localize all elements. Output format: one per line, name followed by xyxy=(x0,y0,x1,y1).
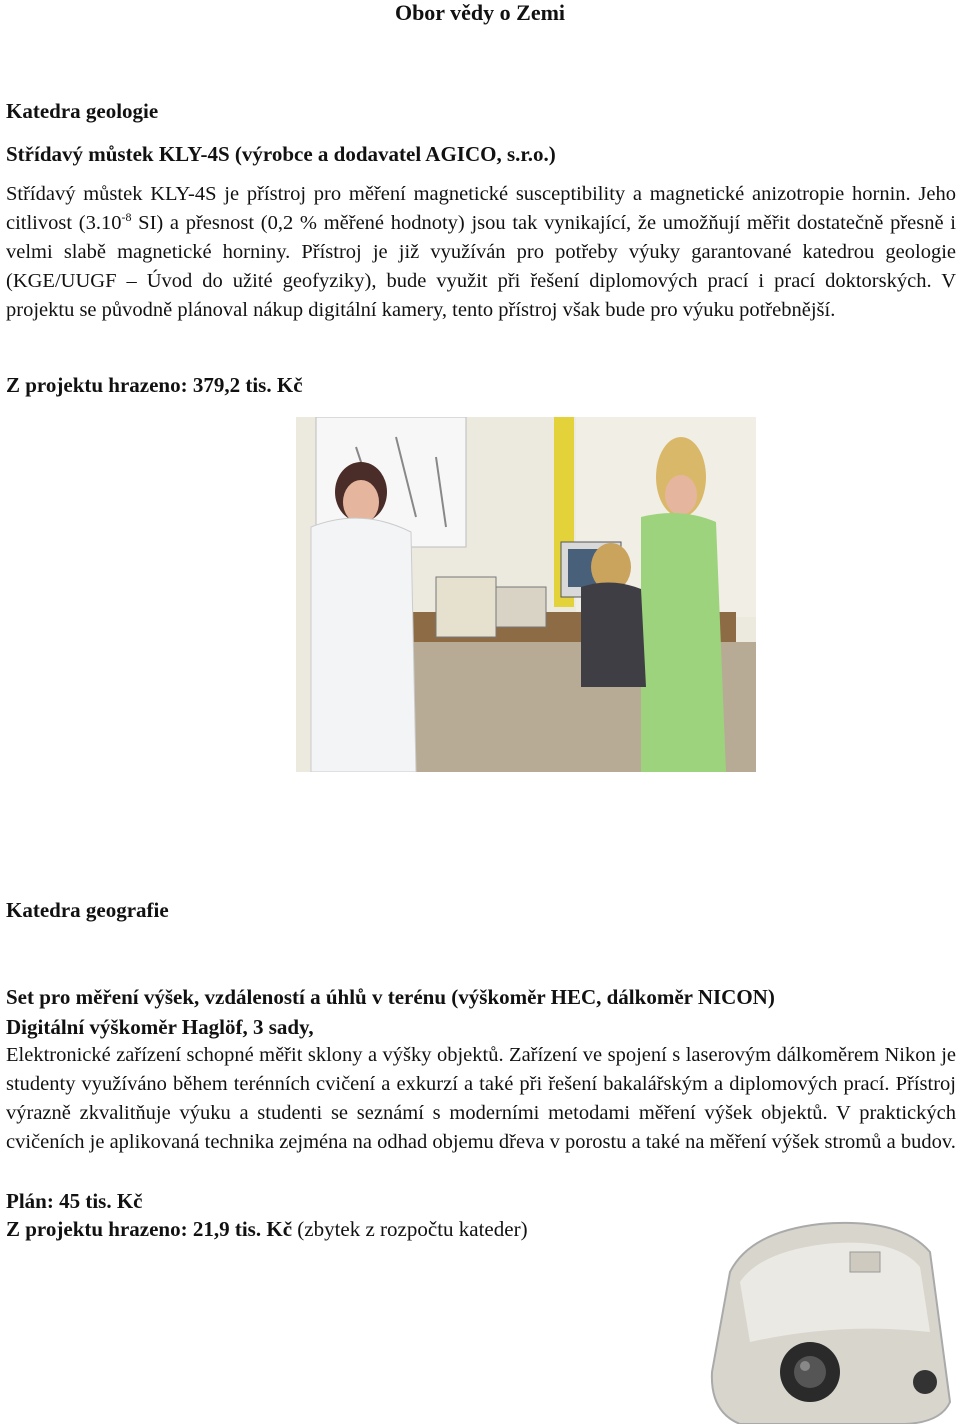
altimeter-photo xyxy=(700,1212,960,1424)
lab-photo xyxy=(296,417,756,772)
section-heading-geology: Katedra geologie xyxy=(6,99,159,123)
lab-photo-illustration xyxy=(296,417,756,772)
plan-line: Plán: 45 tis. Kč xyxy=(6,1189,143,1213)
kly4s-description xyxy=(6,180,956,325)
kly4s-text-part2: SI) a přesnost (0,2 % měřené hodnoty) jsou tak vynikající, že umožňují měřit dostatečně přesně i velmi slabě magnetické horniny. Přístroj je již využíván pro potřeby výuky garantované katedrou geologie (KGE/UUGF – Úvod do užité geofyziky), bude využit při řešení diplomových prací i prací doktorských. V projektu se původně plánoval nákup digitální kamery, tento přístroj však bude pro výuku potřebnější. xyxy=(6,212,956,321)
section-heading-geography: Katedra geografie xyxy=(6,898,169,922)
exponent: -8 xyxy=(121,210,132,225)
altimeter-device-illustration xyxy=(700,1212,960,1424)
page-title: Obor vědy o Zemi xyxy=(394,0,566,25)
funded-geography xyxy=(6,1216,528,1242)
funded-geography-note: (zbytek z rozpočtu kateder) xyxy=(292,1217,528,1241)
haglof-description: Elektronické zařízení schopné měřit sklony a výšky objektů. Zařízení ve spojení s laserovým dálkoměrem Nikon je studenty využíváno během terénních cvičení a exkurzí a také při řešení bakalářským a diplomových prací. Přístroj výrazně zkvalitňuje výuku a studenti se seznámí s moderními metodami měření výšek objektů. V praktických cvičeních je aplikovaná technika zejména na odhad objemu dřeva v porostu a také na měření výšek stromů a budov. xyxy=(6,1044,956,1153)
funded-geography-amount: Z projektu hrazeno: 21,9 tis. Kč xyxy=(6,1217,293,1241)
funded-geology: Z projektu hrazeno: 379,2 tis. Kč xyxy=(6,373,303,397)
device-set-title: Set pro měření výšek, vzdáleností a úhlů v terénu (výškoměr HEC, dálkoměr NICON) xyxy=(6,985,775,1009)
device-title-kly4s: Střídavý můstek KLY-4S (výrobce a dodavatel AGICO, s.r.o.) xyxy=(6,142,556,166)
kly4s-text-part1: Střídavý můstek KLY-4S je přístroj pro měření magnetické susceptibility a magnetické anizotropie hornin. Jeho citlivost (3.10 xyxy=(6,183,956,234)
device-haglof-title: Digitální výškoměr Haglöf, 3 sady, xyxy=(6,1015,314,1039)
